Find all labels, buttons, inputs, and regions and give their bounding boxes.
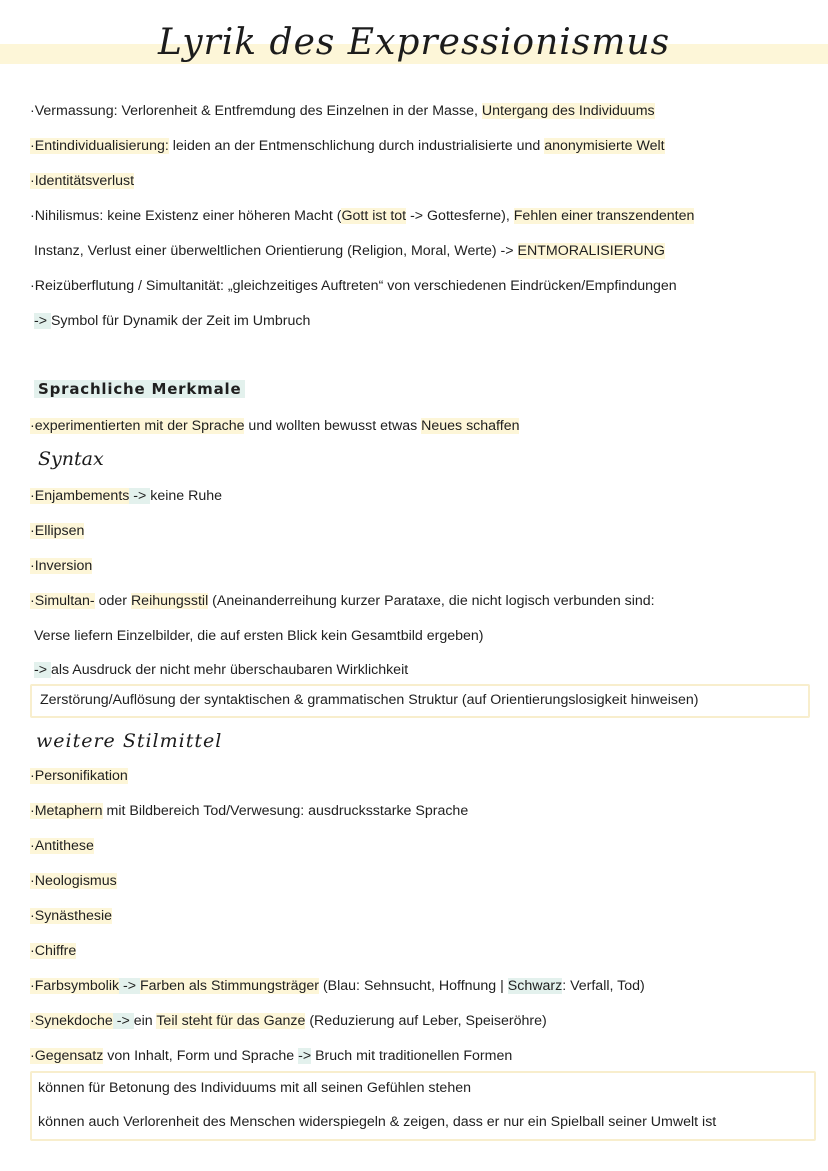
text-fragment: ·Neologismus (30, 873, 117, 889)
stilmittel-title: weitere Stilmittel (36, 730, 223, 752)
text-fragment: und wollten bewusst etwas (244, 418, 422, 434)
stilmittel-line (30, 941, 76, 961)
syntax-title: Syntax (38, 448, 104, 470)
text-fragment: mit Bildbereich Tod/Verwesung: ausdrucksstarke Sprache (102, 803, 469, 819)
stilmittel-line (30, 766, 128, 786)
text-fragment: ·Identitätsverlust (30, 173, 135, 189)
text-fragment: Neues schaffen (421, 418, 520, 434)
text-fragment: Reihungsstil (130, 593, 209, 609)
text-fragment: (Aneinanderreihung kurzer Parataxe, die nicht logisch verbunden sind: (208, 593, 655, 609)
text-fragment: -> Gottesferne), (406, 208, 514, 224)
text-fragment: ·Antithese (30, 838, 94, 854)
final-summary-box (30, 1071, 816, 1141)
syntax-summary-text: Zerstörung/Auflösung der syntaktischen & grammatischen Struktur (auf Orientierungslosigkeit hinweisen) (40, 692, 699, 708)
text-fragment: ·Personifikation (30, 768, 128, 784)
intro-line (30, 171, 134, 191)
text-fragment: ·Nihilismus: keine Existenz einer höheren Macht ( (30, 208, 342, 224)
intro-line (30, 101, 655, 121)
stilmittel-line (30, 976, 645, 996)
text-fragment: -> (34, 662, 51, 678)
intro-line (30, 136, 665, 156)
text-fragment: ·Ellipsen (30, 523, 85, 539)
text-fragment: ·Synekdoche (30, 1013, 113, 1029)
section-title: Sprachliche Merkmale (34, 380, 245, 398)
final-summary-line-2: können auch Verlorenheit des Menschen widerspiegeln & zeigen, dass er nur ein Spielball seiner Umwelt ist (38, 1114, 717, 1130)
stilmittel-line (30, 1046, 512, 1066)
syntax-line (30, 591, 655, 611)
text-fragment: anonymisierte Welt (544, 138, 665, 154)
stilmittel-line (30, 801, 468, 821)
stilmittel-line (30, 1011, 547, 1031)
text-fragment: ENTMORALISIERUNG (517, 243, 665, 259)
text-fragment: (Reduzierung auf Leber, Speiseröhre) (305, 1013, 547, 1029)
page-title: Lyrik des Expressionismus (157, 22, 671, 63)
text-fragment: (Blau: Sehnsucht, Hoffnung | (319, 978, 508, 994)
text-fragment: Farben als Stimmungsträger (140, 978, 319, 994)
text-fragment: Bruch mit traditionellen Formen (311, 1048, 513, 1064)
text-fragment: ·Vermassung: Verlorenheit & Entfremdung des Einzelnen in der Masse, (30, 103, 482, 119)
syntax-line (34, 660, 408, 680)
text-fragment: ·Farbsymbolik (30, 978, 120, 994)
stilmittel-line (30, 871, 117, 891)
intro-line (30, 276, 677, 296)
final-summary-line-1: können für Betonung des Individuums mit all seinen Gefühlen stehen (38, 1080, 471, 1096)
text-fragment: ·Simultan- (30, 593, 95, 609)
stilmittel-line (30, 836, 94, 856)
syntax-line (34, 626, 484, 646)
text-fragment: ·Synästhesie (30, 908, 113, 924)
text-fragment: von Inhalt, Form und Sprache (103, 1048, 299, 1064)
text-fragment: Schwarz (507, 978, 563, 994)
text-fragment: Symbol für Dynamik der Zeit im Umbruch (50, 313, 311, 329)
text-fragment: Gott ist tot (341, 208, 407, 224)
text-fragment: ·Entindividualisierung: (30, 138, 169, 154)
intro-line (34, 241, 665, 261)
text-fragment: -> (112, 1013, 134, 1029)
syntax-line (30, 486, 222, 506)
text-fragment: -> (298, 1048, 312, 1064)
text-fragment: ein (133, 1013, 157, 1029)
text-fragment: leiden an der Entmenschlichung durch industrialisierte und (168, 138, 545, 154)
text-fragment: ·Reizüberflutung / Simultanität: „gleichzeitiges Auftreten“ von verschiedenen Eindrücken/Empfindungen (30, 278, 677, 294)
intro-line (30, 206, 694, 226)
text-fragment: Untergang des Individuums (481, 103, 655, 119)
text-fragment: ·Metaphern (30, 803, 103, 819)
text-fragment: : Verfall, Tod) (562, 978, 645, 994)
section-intro-line (30, 416, 519, 436)
text-fragment: keine Ruhe (150, 488, 223, 504)
text-fragment: ·Enjambements (30, 488, 130, 504)
text-fragment: Instanz, Verlust einer überweltlichen Orientierung (Religion, Moral, Werte) -> (34, 243, 518, 259)
text-fragment: -> (34, 313, 51, 329)
intro-line (34, 311, 310, 331)
text-fragment: ·Inversion (30, 558, 93, 574)
text-fragment: -> (129, 488, 151, 504)
syntax-line (30, 521, 84, 541)
stilmittel-line (30, 906, 112, 926)
text-fragment: Fehlen einer transzendenten (513, 208, 695, 224)
text-fragment: ·experimentierten mit der Sprache (30, 418, 245, 434)
syntax-summary-box (30, 684, 810, 718)
text-fragment: ·Chiffre (30, 943, 77, 959)
text-fragment: als Ausdruck der nicht mehr überschaubaren Wirklichkeit (50, 662, 409, 678)
text-fragment: ·Gegensatz (30, 1048, 104, 1064)
text-fragment: Teil steht für das Ganze (156, 1013, 306, 1029)
text-fragment: Verse liefern Einzelbilder, die auf ersten Blick kein Gesamtbild ergeben) (34, 628, 484, 644)
syntax-line (30, 556, 92, 576)
text-fragment: -> (119, 978, 140, 994)
text-fragment: oder (94, 593, 131, 609)
